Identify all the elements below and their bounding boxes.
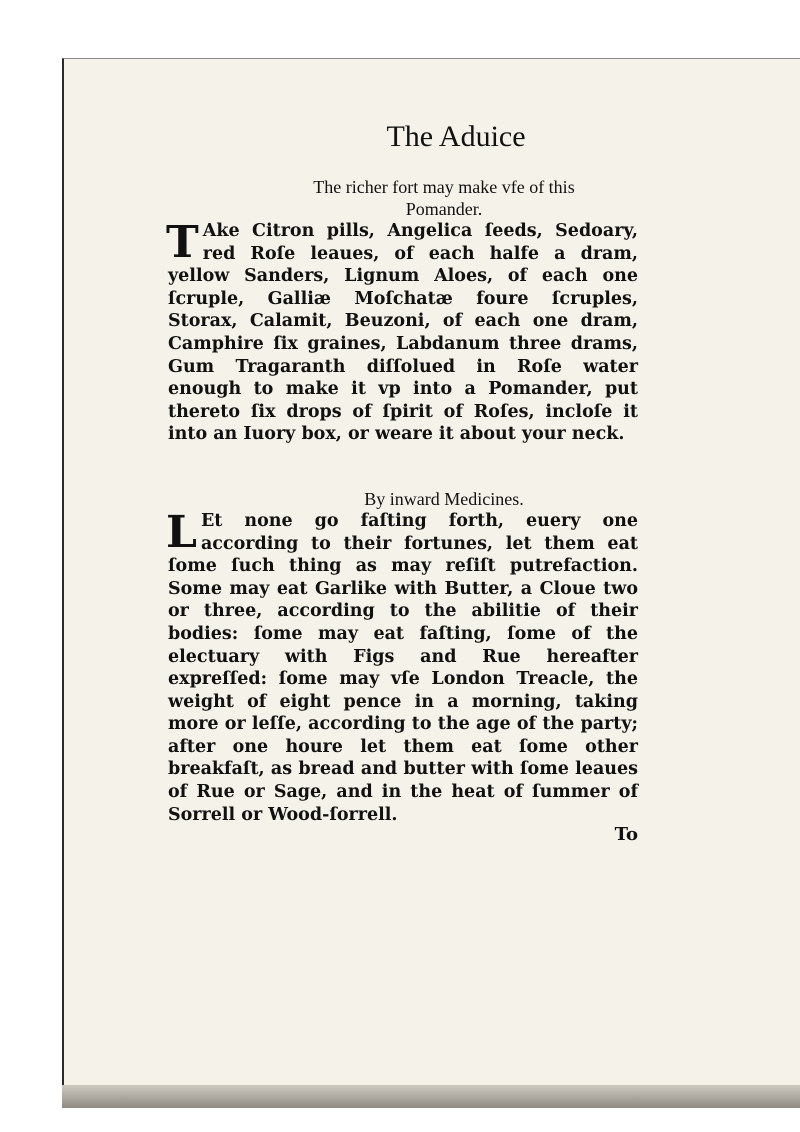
section-inward-medicines — [168, 488, 720, 845]
section-pomander — [168, 176, 720, 446]
recipe-paragraph — [166, 217, 638, 446]
section-subtitle-line2: Pomander. — [405, 199, 483, 219]
catchword: To — [614, 824, 638, 846]
recipe-text: Ake Citron pills, Angelica ſeeds, Sedoary, red Roſe leaues, of each halfe a dram, yellow Sanders, Lignum Aloes, of each one ſcruple, Galliæ Moſchatæ foure ſcruples, Storax, Calamit, Beuzoni, of each one dram, Camphire ſix graines, Labdanum three drams, Gum Tragaranth diſſolued in Roſe water enough to make it vp into a Pomander, put thereto ſix drops of ſpirit of Roſes, incloſe it into an Iuory box, or weare it about your neck. — [168, 221, 638, 445]
section-subtitle: By inward Medicines. — [364, 488, 524, 509]
page-heading: The Aduice — [386, 120, 526, 153]
advice-text: Et none go faſting forth, euery one according to their fortunes, let them eat ſome ſuch thing as may reſiſt putrefaction. Some may eat Garlike with Butter, a Cloue two or three, according to the abilitie of their bodies: ſome may eat faſting, ſome of the electuary with Figs and Rue hereafter expreſſed: ſome may vſe London Treacle, the weight of eight pence in a morning, taking more or leſſe, according to the age of the party; after one houre let them eat ſome other breakfaſt, as bread and butter with ſome leaues of Rue or Sage, and in the heat of ſummer of Sorrell or Wood-ſorrell. — [168, 510, 638, 825]
advice-paragraph — [166, 506, 638, 826]
section-subtitle-line1: The richer fort may make vfe of this — [313, 177, 575, 197]
drop-cap: L — [166, 506, 197, 558]
page-bottom-edge — [62, 1085, 800, 1108]
section-gap — [168, 446, 720, 488]
text-column — [168, 110, 720, 845]
drop-cap: T — [166, 217, 199, 268]
